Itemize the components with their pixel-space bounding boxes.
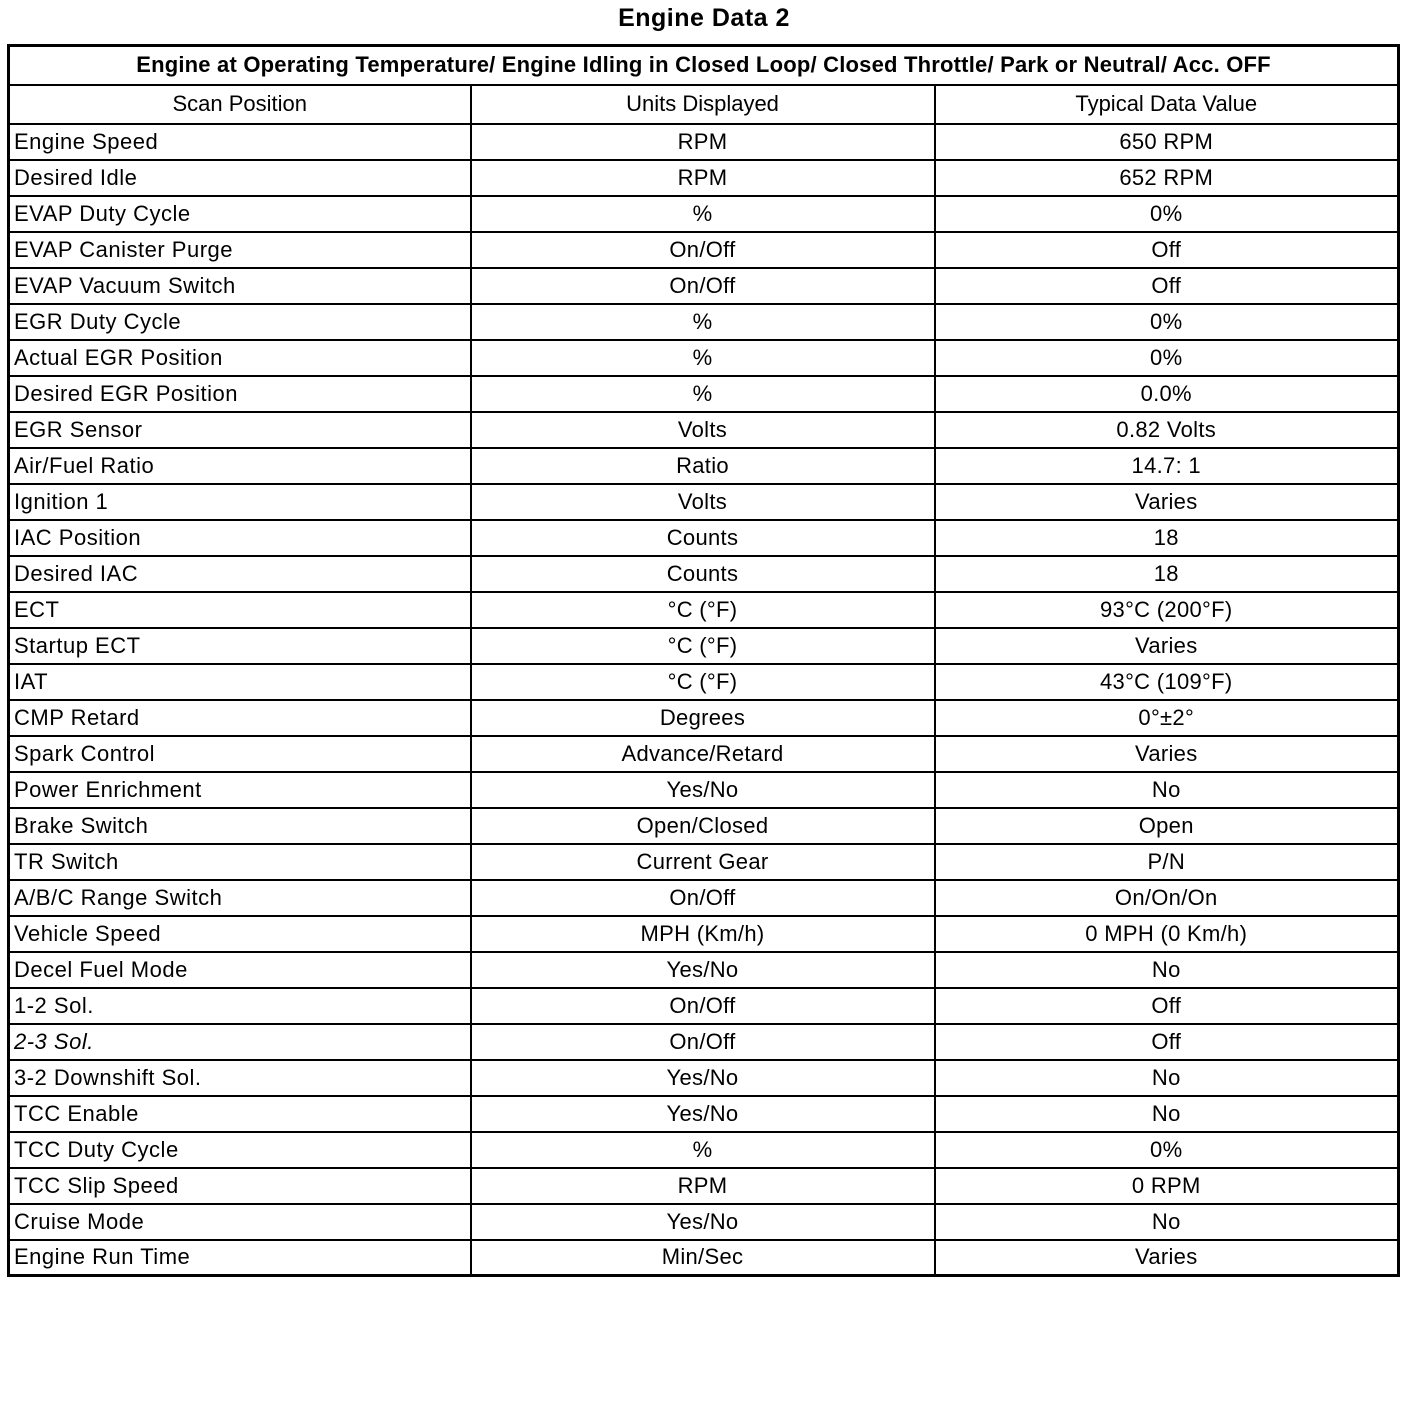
scan-position-cell: EVAP Vacuum Switch [9,268,471,304]
condition-banner-row [9,46,1399,85]
scan-position-cell: CMP Retard [9,700,471,736]
scan-position-cell: Startup ECT [9,628,471,664]
units-displayed-cell: RPM [471,1168,935,1204]
units-displayed-cell: Counts [471,520,935,556]
table-row [9,844,1399,880]
table-row [9,916,1399,952]
table-row [9,1024,1399,1060]
typical-data-value-cell: 652 RPM [935,160,1399,196]
scan-position-cell: Brake Switch [9,808,471,844]
condition-banner: Engine at Operating Temperature/ Engine Idling in Closed Loop/ Closed Throttle/ Park or Neutral/ Acc. OFF [9,46,1399,85]
table-row [9,160,1399,196]
table-row [9,736,1399,772]
table-row [9,664,1399,700]
typical-data-value-cell: No [935,952,1399,988]
units-displayed-cell: Yes/No [471,1096,935,1132]
units-displayed-cell: Yes/No [471,772,935,808]
table-row [9,880,1399,916]
scan-position-cell: Ignition 1 [9,484,471,520]
scan-position-cell: 2-3 Sol. [9,1024,471,1060]
typical-data-value-cell: Off [935,1024,1399,1060]
scan-position-cell: IAT [9,664,471,700]
table-row [9,268,1399,304]
units-displayed-cell: Open/Closed [471,808,935,844]
scan-position-cell: TCC Duty Cycle [9,1132,471,1168]
table-row [9,1096,1399,1132]
typical-data-value-cell: 0°±2° [935,700,1399,736]
typical-data-value-cell: No [935,772,1399,808]
scan-position-cell: EGR Sensor [9,412,471,448]
typical-data-value-cell: On/On/On [935,880,1399,916]
typical-data-value-cell: 0% [935,1132,1399,1168]
units-displayed-cell: RPM [471,124,935,160]
scan-position-cell: 1-2 Sol. [9,988,471,1024]
units-displayed-cell: °C (°F) [471,628,935,664]
table-row [9,304,1399,340]
units-displayed-cell: Counts [471,556,935,592]
typical-data-value-cell: 93°C (200°F) [935,592,1399,628]
column-header-units-displayed: Units Displayed [471,85,935,124]
units-displayed-cell: Ratio [471,448,935,484]
units-displayed-cell: Yes/No [471,1060,935,1096]
scan-position-cell: A/B/C Range Switch [9,880,471,916]
engine-data-table [7,44,1400,1277]
units-displayed-cell: On/Off [471,268,935,304]
table-row [9,196,1399,232]
scan-position-cell: TCC Enable [9,1096,471,1132]
scan-position-cell: Cruise Mode [9,1204,471,1240]
table-row [9,952,1399,988]
typical-data-value-cell: 0 MPH (0 Km/h) [935,916,1399,952]
scan-position-cell: Desired EGR Position [9,376,471,412]
scan-position-cell: EGR Duty Cycle [9,304,471,340]
scan-position-cell: TCC Slip Speed [9,1168,471,1204]
table-row [9,808,1399,844]
units-displayed-cell: On/Off [471,880,935,916]
table-row [9,232,1399,268]
units-displayed-cell: On/Off [471,1024,935,1060]
table-row [9,1060,1399,1096]
table-row [9,1240,1399,1276]
scan-position-cell: ECT [9,592,471,628]
units-displayed-cell: % [471,376,935,412]
typical-data-value-cell: Varies [935,736,1399,772]
typical-data-value-cell: Varies [935,484,1399,520]
column-header-row [9,85,1399,124]
typical-data-value-cell: 14.7: 1 [935,448,1399,484]
typical-data-value-cell: No [935,1060,1399,1096]
scan-position-cell: IAC Position [9,520,471,556]
typical-data-value-cell: Off [935,988,1399,1024]
units-displayed-cell: % [471,340,935,376]
units-displayed-cell: Volts [471,484,935,520]
scan-position-cell: Engine Speed [9,124,471,160]
units-displayed-cell: On/Off [471,988,935,1024]
typical-data-value-cell: 18 [935,556,1399,592]
table-row [9,1132,1399,1168]
table-row [9,124,1399,160]
units-displayed-cell: On/Off [471,232,935,268]
column-header-typical-data-value: Typical Data Value [935,85,1399,124]
table-row [9,772,1399,808]
table-row [9,484,1399,520]
table-row [9,628,1399,664]
units-displayed-cell: °C (°F) [471,664,935,700]
typical-data-value-cell: 0 RPM [935,1168,1399,1204]
scan-position-cell: Air/Fuel Ratio [9,448,471,484]
typical-data-value-cell: 18 [935,520,1399,556]
typical-data-value-cell: P/N [935,844,1399,880]
typical-data-value-cell: 0.82 Volts [935,412,1399,448]
table-row [9,412,1399,448]
typical-data-value-cell: No [935,1204,1399,1240]
scan-position-cell: EVAP Duty Cycle [9,196,471,232]
table-row [9,592,1399,628]
scan-position-cell: Decel Fuel Mode [9,952,471,988]
table-row [9,376,1399,412]
typical-data-value-cell: No [935,1096,1399,1132]
typical-data-value-cell: 0.0% [935,376,1399,412]
typical-data-value-cell: Open [935,808,1399,844]
scan-position-cell: Spark Control [9,736,471,772]
typical-data-value-cell: Varies [935,628,1399,664]
units-displayed-cell: RPM [471,160,935,196]
scan-position-cell: TR Switch [9,844,471,880]
units-displayed-cell: Current Gear [471,844,935,880]
table-body [9,124,1399,1276]
units-displayed-cell: Yes/No [471,1204,935,1240]
scan-position-cell: 3-2 Downshift Sol. [9,1060,471,1096]
table-row [9,520,1399,556]
units-displayed-cell: % [471,304,935,340]
scan-position-cell: Vehicle Speed [9,916,471,952]
typical-data-value-cell: Off [935,232,1399,268]
table-row [9,448,1399,484]
table-row [9,988,1399,1024]
typical-data-value-cell: 650 RPM [935,124,1399,160]
units-displayed-cell: Yes/No [471,952,935,988]
scan-position-cell: Desired Idle [9,160,471,196]
scan-position-cell: EVAP Canister Purge [9,232,471,268]
column-header-scan-position: Scan Position [9,85,471,124]
units-displayed-cell: Advance/Retard [471,736,935,772]
table-row [9,1204,1399,1240]
typical-data-value-cell: 0% [935,340,1399,376]
typical-data-value-cell: 43°C (109°F) [935,664,1399,700]
table-row [9,700,1399,736]
scan-position-cell: Desired IAC [9,556,471,592]
typical-data-value-cell: 0% [935,304,1399,340]
units-displayed-cell: % [471,196,935,232]
typical-data-value-cell: Off [935,268,1399,304]
units-displayed-cell: Degrees [471,700,935,736]
page-title: Engine Data 2 [618,4,790,32]
table-row [9,1168,1399,1204]
units-displayed-cell: Volts [471,412,935,448]
scan-position-cell: Actual EGR Position [9,340,471,376]
typical-data-value-cell: 0% [935,196,1399,232]
units-displayed-cell: Min/Sec [471,1240,935,1276]
scan-position-cell: Engine Run Time [9,1240,471,1276]
units-displayed-cell: MPH (Km/h) [471,916,935,952]
typical-data-value-cell: Varies [935,1240,1399,1276]
units-displayed-cell: % [471,1132,935,1168]
table-row [9,556,1399,592]
units-displayed-cell: °C (°F) [471,592,935,628]
table-row [9,340,1399,376]
scan-position-cell: Power Enrichment [9,772,471,808]
